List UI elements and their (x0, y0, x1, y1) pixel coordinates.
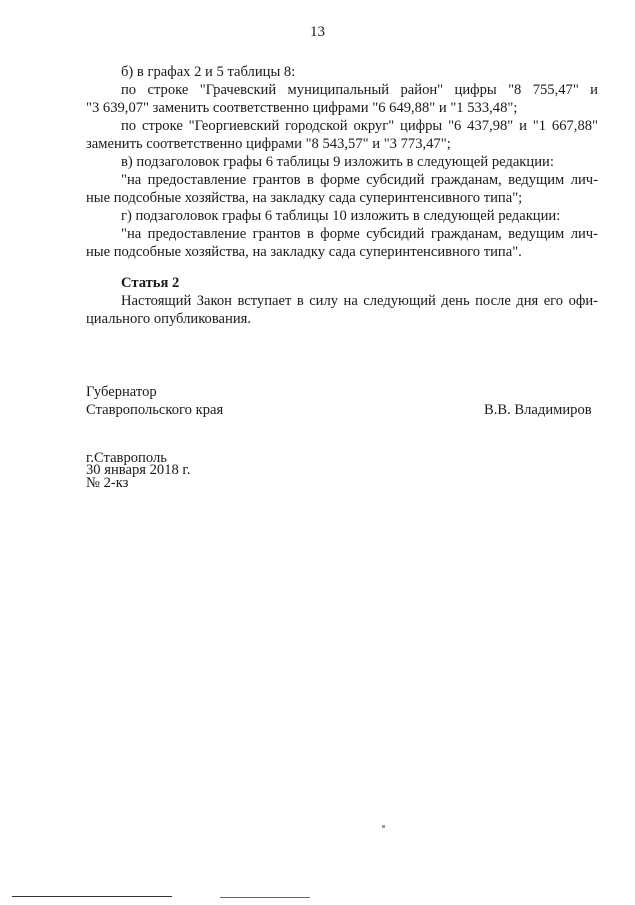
paragraph-v-quote-line2: ные подсобные хозяйства, на закладку сада суперинтенсивного типа"; (86, 190, 523, 206)
paragraph-v-heading: в) подзаголовок графы 6 таблицы 9 изложить в следующей редакции: (121, 154, 554, 170)
footer-city: г.Ставрополь (86, 450, 167, 466)
page-number: 13 (310, 24, 325, 40)
scan-speck (382, 825, 385, 828)
signature-name: В.В. Владимиров (484, 402, 592, 418)
paragraph-grachevsky-line1: по строке "Грачевский муниципальный район" цифры "8 755,47" и (121, 82, 598, 98)
paragraph-g-heading: г) подзаголовок графы 6 таблицы 10 изложить в следующей редакции: (121, 208, 561, 224)
article-text-line1: Настоящий Закон вступает в силу на следующий день после дня его офи- (121, 293, 598, 309)
paragraph-georgievsky-line2: заменить соответственно цифрами "8 543,57" и "3 773,47"; (86, 136, 451, 152)
paragraph-grachevsky-line2: "3 639,07" заменить соответственно цифрами "6 649,88" и "1 533,48"; (86, 100, 518, 116)
article-text-line2: циального опубликования. (86, 311, 252, 327)
paragraph-georgievsky-line1: по строке "Георгиевский городской округ" цифры "6 437,98" и "1 667,88" (121, 118, 598, 134)
paragraph-b-heading: б) в графах 2 и 5 таблицы 8: (121, 64, 296, 80)
article-heading: Статья 2 (121, 275, 180, 291)
footer-date: 30 января 2018 г. (86, 462, 191, 478)
paragraph-g-quote-line1: "на предоставление грантов в форме субсидий гражданам, ведущим лич- (121, 226, 598, 242)
signature-title-line1: Губернатор (86, 384, 157, 400)
paragraph-g-quote-line2: ные подсобные хозяйства, на закладку сада суперинтенсивного типа". (86, 244, 522, 260)
signature-title-line2: Ставропольского края (86, 402, 224, 418)
footer-number: № 2-кз (86, 475, 129, 491)
scan-edge-line (12, 896, 172, 897)
paragraph-v-quote-line1: "на предоставление грантов в форме субсидий гражданам, ведущим лич- (121, 172, 598, 188)
scan-edge-line-2 (220, 897, 310, 898)
